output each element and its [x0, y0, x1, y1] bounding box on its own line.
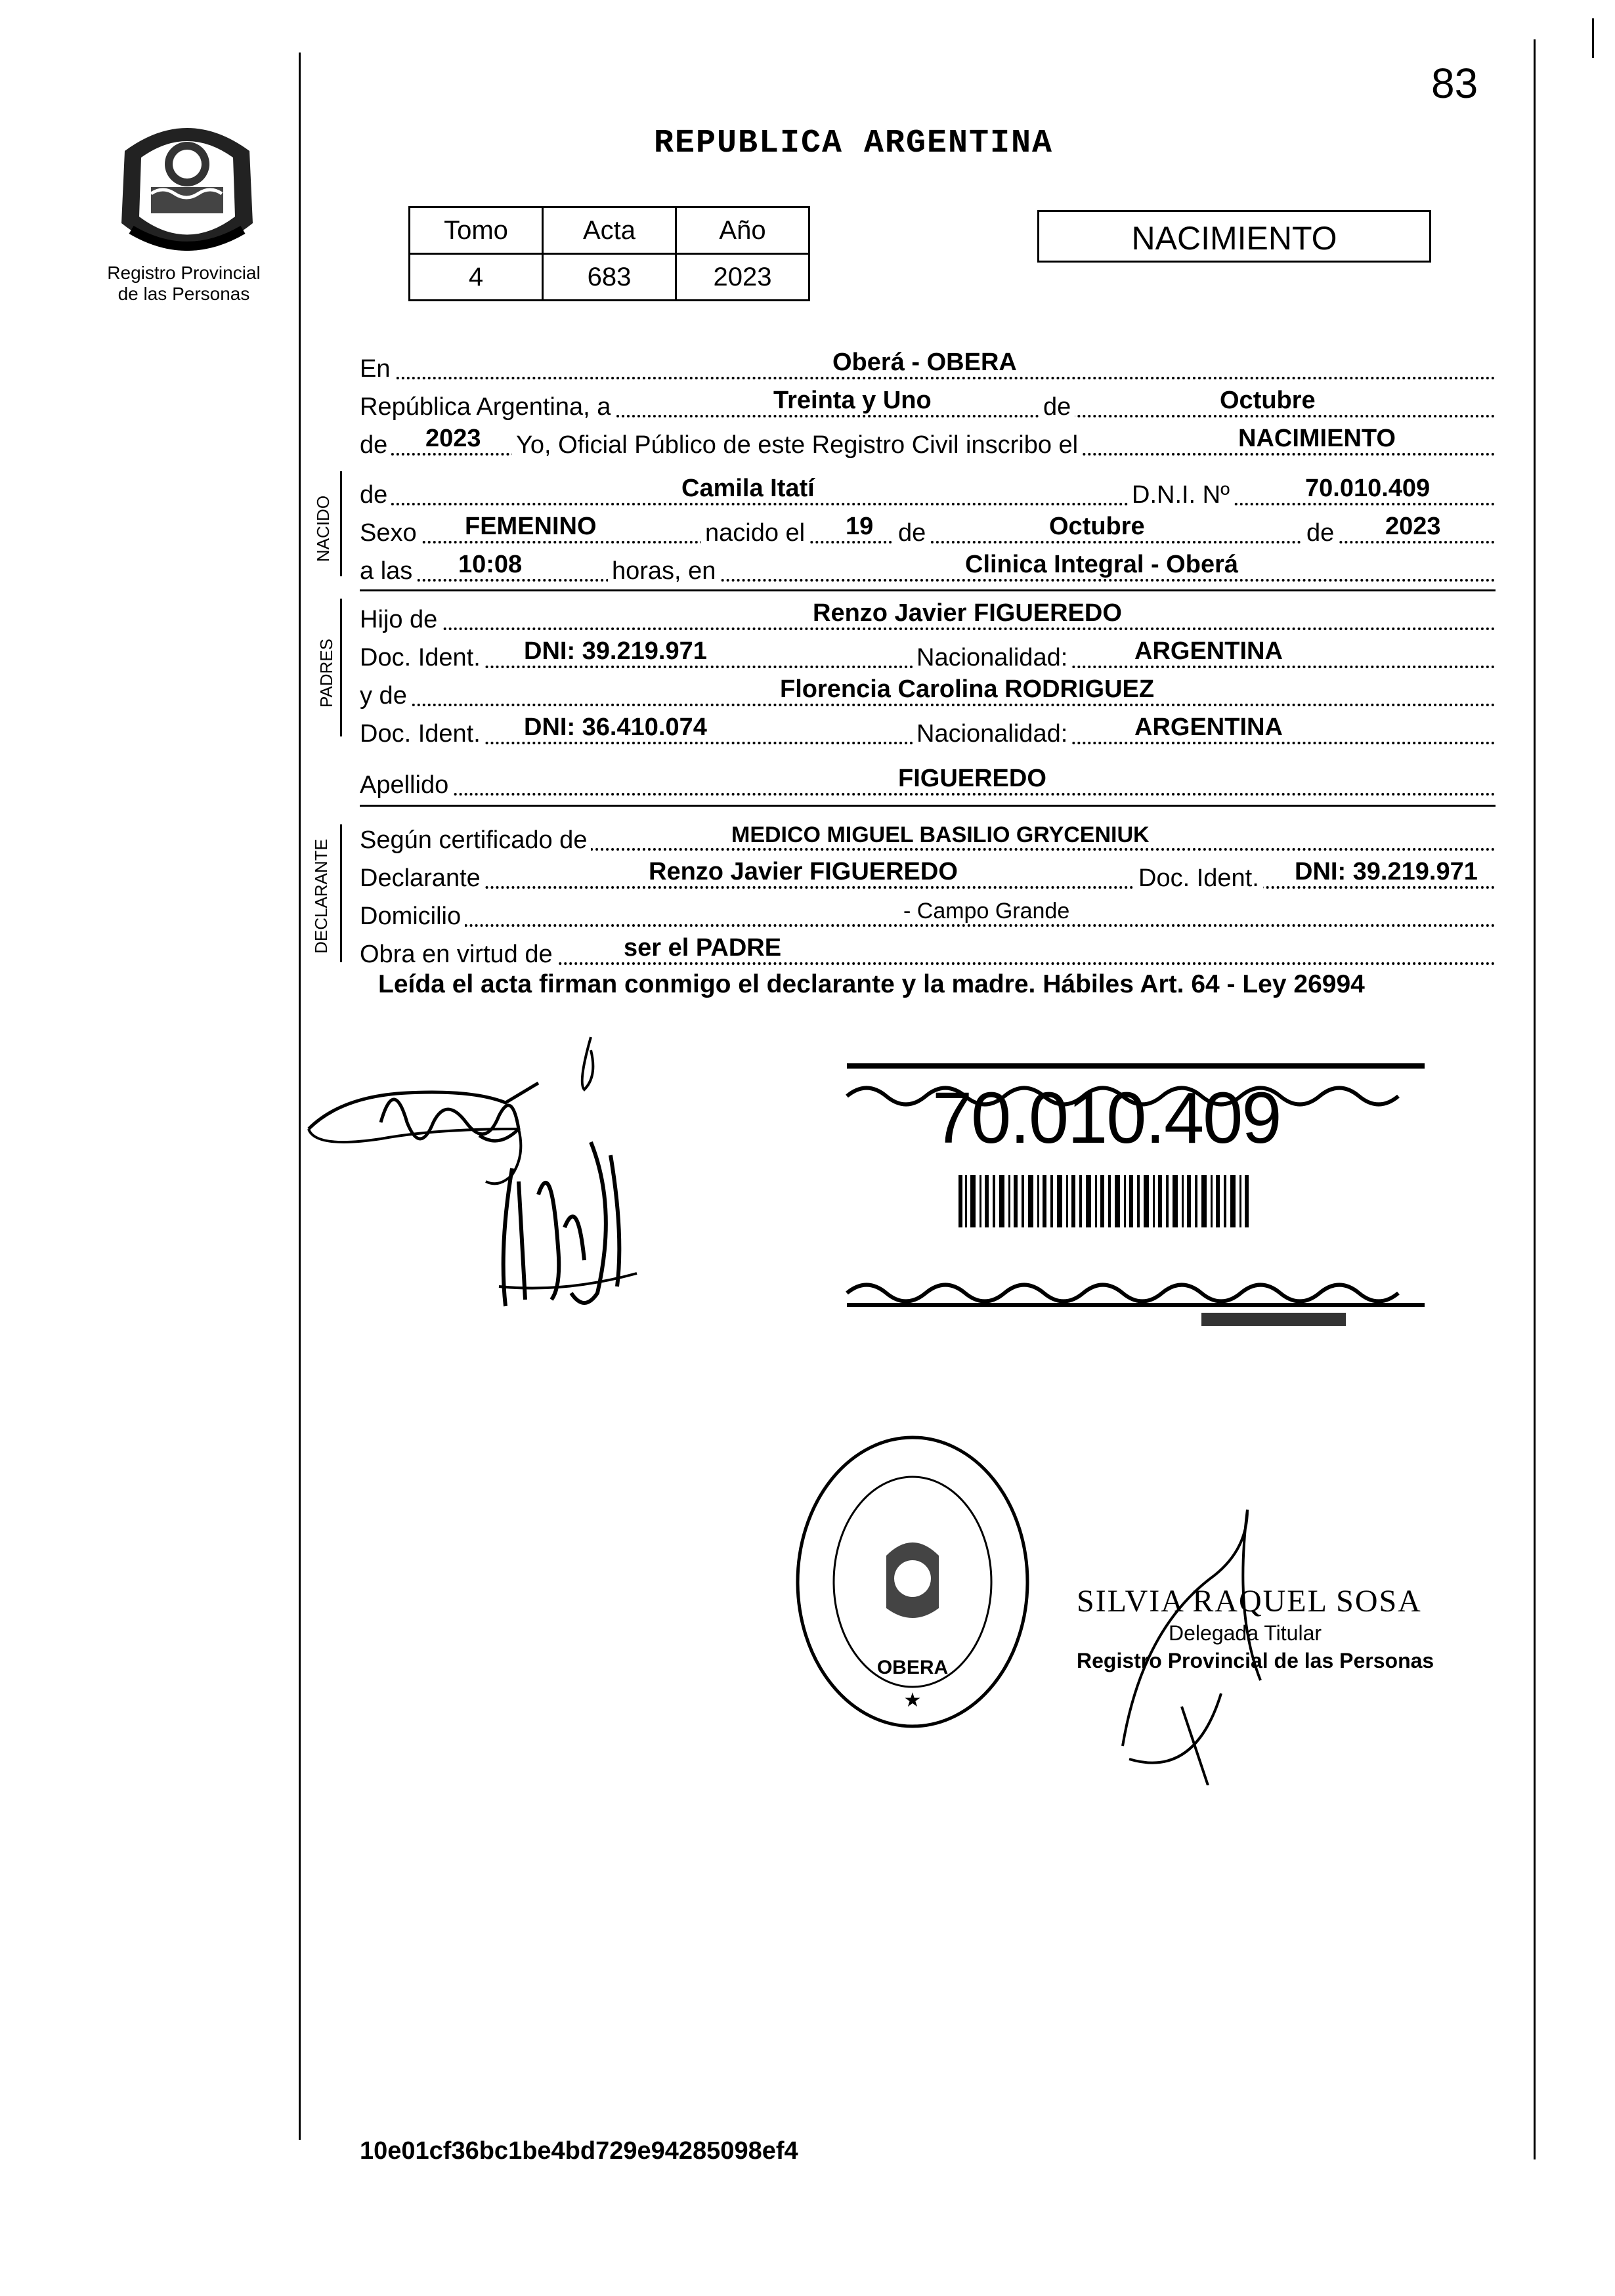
sexo-label: Sexo	[360, 519, 421, 547]
document-title: REPUBLICA ARGENTINA	[653, 125, 1054, 162]
obra-value: ser el PADRE	[624, 934, 782, 962]
nacido-section-label: NACIDO	[313, 495, 334, 563]
tomo-header: Tomo	[410, 207, 543, 254]
registry-label	[79, 263, 289, 305]
birth-de-label: de	[894, 519, 930, 547]
mother-name: Florencia Carolina RODRIGUEZ	[780, 675, 1155, 703]
round-stamp-icon	[788, 1431, 1037, 1733]
ano-header: Año	[676, 207, 809, 254]
place-value: Oberá - OBERA	[832, 349, 1017, 376]
row-year	[360, 424, 1496, 462]
apellido-label: Apellido	[360, 771, 452, 799]
nacido-de-label: de	[360, 481, 391, 509]
nacido-rule	[360, 589, 1496, 591]
hours-label: horas, en	[608, 557, 720, 585]
hijo-label: Hijo de	[360, 606, 441, 634]
dni-label: D.N.I. Nº	[1128, 481, 1234, 509]
obra-label: Obra en virtud de	[360, 941, 557, 969]
declarante-label: Declarante	[360, 864, 484, 893]
row-father-doc	[360, 637, 1496, 675]
year-prefix: de	[360, 431, 391, 459]
left-margin-line	[299, 53, 301, 2140]
page-number: 83	[1431, 60, 1478, 107]
father-nat: ARGENTINA	[1134, 637, 1283, 665]
corner-mark	[1592, 18, 1594, 58]
act-word: NACIMIENTO	[1238, 425, 1396, 452]
svg-text:OBERA: OBERA	[876, 1657, 949, 1678]
registry-label-line1: Registro Provincial	[107, 263, 261, 283]
row-mother-doc	[360, 713, 1496, 751]
row-en	[360, 348, 1496, 386]
father-nat-label: Nacionalidad:	[913, 644, 1071, 672]
mother-doc: DNI: 36.410.074	[524, 713, 707, 741]
en-label: En	[360, 355, 394, 383]
row-nacido-name	[360, 474, 1496, 512]
row-declarante	[360, 857, 1496, 895]
closing-statement: Leída el acta firman conmigo el declarante y la madre. Hábiles Art. 64 - Ley 26994	[378, 970, 1365, 998]
birth-month: Octubre	[1049, 513, 1145, 540]
right-margin-line	[1534, 39, 1536, 2159]
official-org: Registro Provincial de las Personas	[1077, 1649, 1434, 1672]
declarante-doc-label: Doc. Ident.	[1134, 864, 1263, 893]
birth-year: 2023	[1385, 513, 1441, 540]
row-time	[360, 550, 1496, 588]
nacido-bar	[340, 471, 342, 576]
signature-madre	[486, 1129, 657, 1326]
mother-nat: ARGENTINA	[1134, 713, 1283, 741]
ano-value: 2023	[676, 254, 809, 301]
mother-doc-label: Doc. Ident.	[360, 720, 484, 748]
document-hash: 10e01cf36bc1be4bd729e94285098ef4	[360, 2137, 798, 2165]
mother-nat-label: Nacionalidad:	[913, 720, 1071, 748]
declarante-name: Renzo Javier FIGUEREDO	[649, 858, 958, 885]
certificate-value: MEDICO MIGUEL BASILIO GRYCENIUK	[731, 822, 1150, 847]
republic-label: República Argentina, a	[360, 393, 614, 421]
tomo-value: 4	[410, 254, 543, 301]
record-table	[408, 206, 810, 301]
birth-place: Clinica Integral - Oberá	[965, 551, 1238, 578]
domicilio-value: - Campo Grande	[903, 899, 1070, 924]
time-label: a las	[360, 557, 416, 585]
baby-name: Camila Itatí	[681, 475, 815, 502]
statement-text: Yo, Oficial Público de este Registro Civil inscribo el	[512, 431, 1082, 459]
cert-label: Según certificado de	[360, 826, 591, 855]
year-value: 2023	[425, 425, 481, 452]
father-name: Renzo Javier FIGUEREDO	[813, 599, 1122, 627]
row-apellido	[360, 764, 1496, 802]
stamp-number: 70.010.409	[932, 1078, 1281, 1159]
acta-value: 683	[543, 254, 676, 301]
de-label: de	[1039, 393, 1075, 421]
row-certificate	[360, 819, 1496, 857]
padres-bar	[340, 599, 342, 736]
father-doc-label: Doc. Ident.	[360, 644, 484, 672]
official-title: Delegada Titular	[1169, 1621, 1322, 1645]
declarante-section-label: DECLARANTE	[311, 839, 331, 954]
registry-label-line2: de las Personas	[118, 284, 250, 304]
baby-dni: 70.010.409	[1305, 475, 1431, 502]
act-type-box: NACIMIENTO	[1037, 210, 1431, 263]
apellido-rule	[360, 805, 1496, 807]
row-sexo	[360, 512, 1496, 550]
birth-de-label2: de	[1303, 519, 1338, 547]
padres-section-label: PADRES	[316, 639, 336, 708]
month-value: Octubre	[1220, 387, 1316, 414]
declarante-doc: DNI: 39.219.971	[1295, 858, 1478, 885]
born-label: nacido el	[701, 519, 809, 547]
row-domicilio	[360, 895, 1496, 933]
barcode-icon	[958, 1175, 1249, 1227]
birth-time: 10:08	[458, 551, 523, 578]
row-father	[360, 599, 1496, 637]
row-obra	[360, 933, 1496, 971]
father-doc: DNI: 39.219.971	[524, 637, 707, 665]
y-de-label: y de	[360, 682, 411, 710]
svg-text:★: ★	[903, 1690, 922, 1711]
domicilio-label: Domicilio	[360, 903, 465, 931]
declarante-bar	[340, 824, 342, 962]
birth-day: 19	[846, 513, 874, 540]
sexo-value: FEMENINO	[465, 513, 597, 540]
day-value: Treinta y Uno	[773, 387, 932, 414]
official-name: SILVIA RAQUEL SOSA	[1077, 1584, 1422, 1619]
acta-header: Acta	[543, 207, 676, 254]
row-date	[360, 386, 1496, 424]
row-mother	[360, 675, 1496, 713]
apellido-value: FIGUEREDO	[898, 765, 1046, 792]
